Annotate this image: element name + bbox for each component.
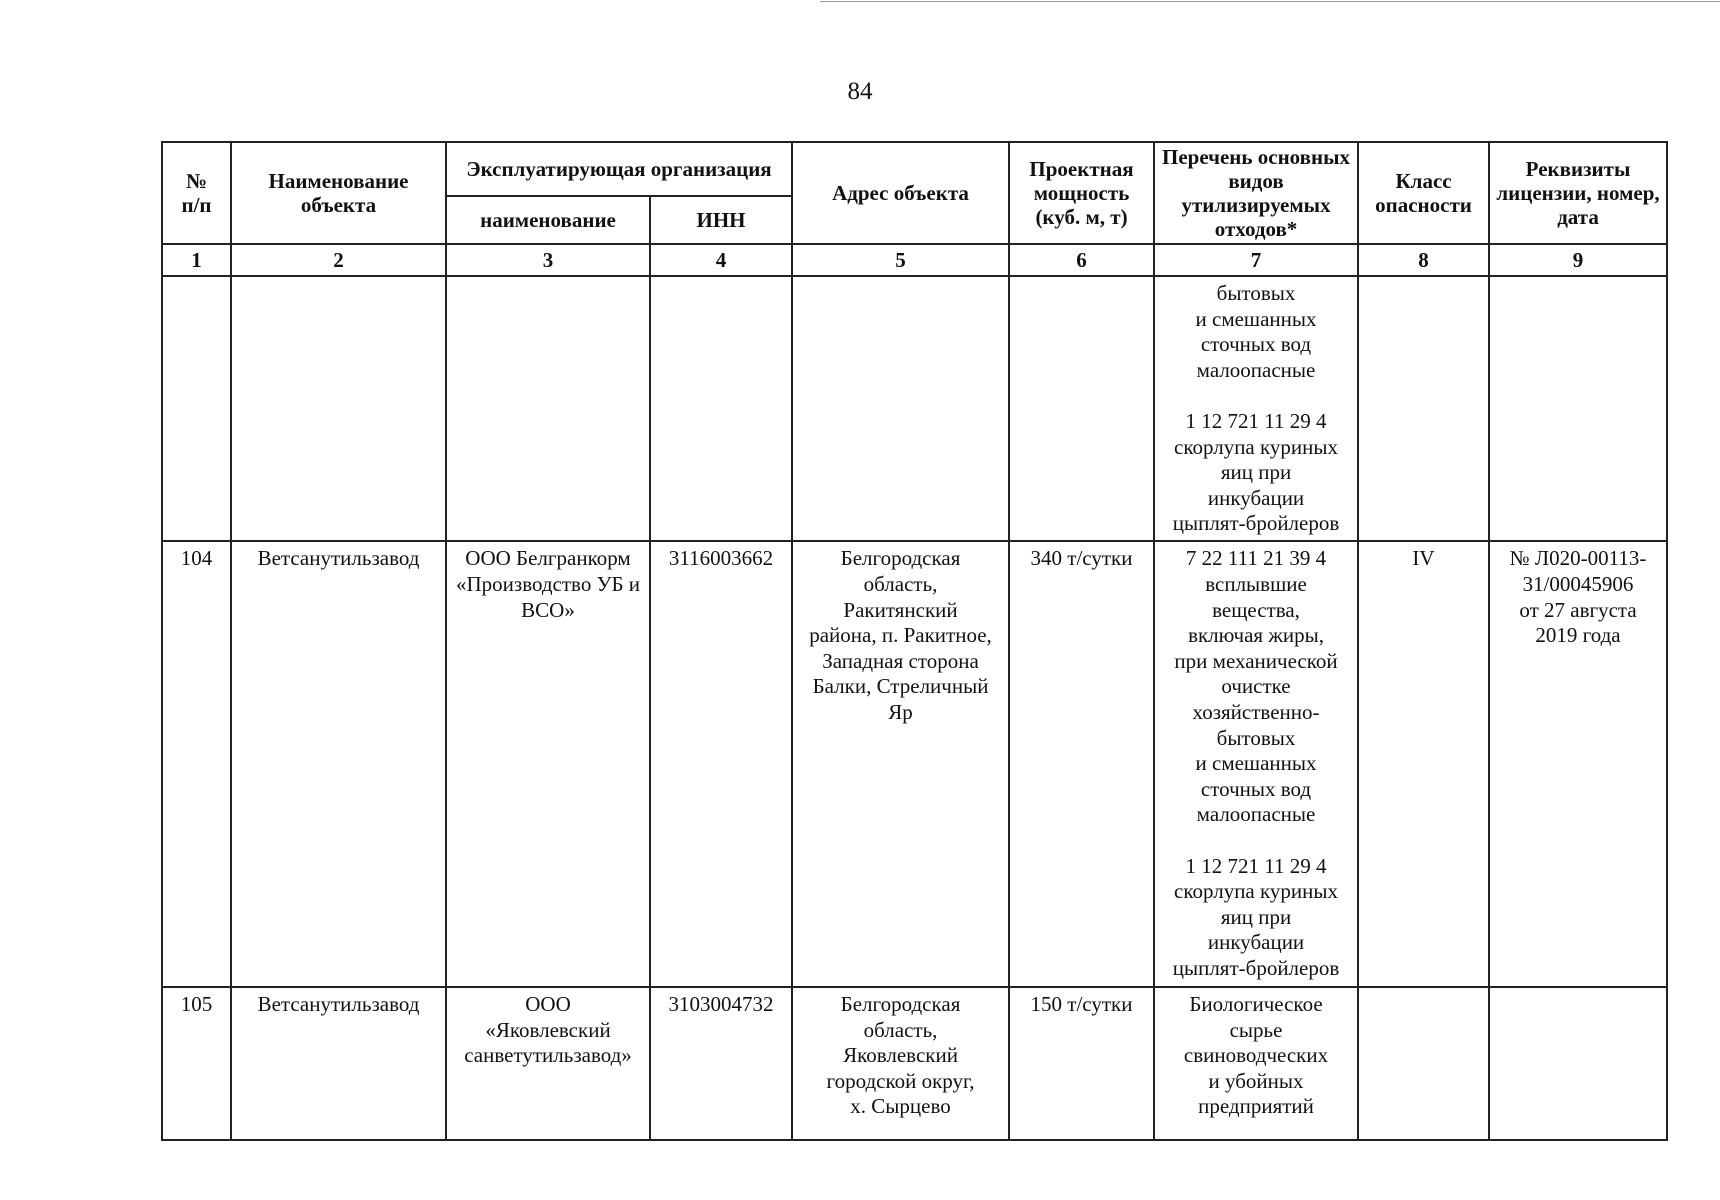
cell-number: 105 (162, 987, 231, 1140)
cell-number (162, 276, 231, 541)
column-number: 5 (792, 244, 1009, 276)
header-capacity: Проектная мощность (куб. м, т) (1009, 142, 1154, 244)
cell-capacity (1009, 276, 1154, 541)
top-rule (820, 1, 1720, 2)
column-number: 2 (231, 244, 446, 276)
header-row-top (162, 142, 1667, 196)
column-number: 3 (446, 244, 650, 276)
cell-wastes: бытовых и смешанных сточных вод малоопасные 1 12 721 11 29 4 скорлупа куриных яиц при инкубации цыплят-бройлеров (1154, 276, 1358, 541)
column-number: 1 (162, 244, 231, 276)
header-org-name: наименование (446, 196, 650, 244)
facilities-table (161, 141, 1668, 1141)
cell-org-name: ООО Белгранкорм «Производство УБ и ВСО» (446, 541, 650, 987)
header-org-inn: ИНН (650, 196, 792, 244)
column-number: 8 (1358, 244, 1489, 276)
cell-license: № Л020-00113- 31/00045906 от 27 августа 2019 года (1489, 541, 1667, 987)
cell-hazard: IV (1358, 541, 1489, 987)
header-object-name: Наименование объекта (231, 142, 446, 244)
column-number: 4 (650, 244, 792, 276)
cell-hazard (1358, 987, 1489, 1140)
header-number: № п/п (162, 142, 231, 244)
table-row (162, 276, 1667, 541)
cell-object: Ветсанутильзавод (231, 541, 446, 987)
header-license: Реквизиты лицензии, номер, дата (1489, 142, 1667, 244)
header-operating-organization: Эксплуатирующая организация (446, 142, 792, 196)
cell-org-name (446, 276, 650, 541)
cell-address: Белгородская область, Ракитянский района, п. Ракитное, Западная сторона Балки, Стреличный Яр (792, 541, 1009, 987)
cell-wastes: 7 22 111 21 39 4 всплывшие вещества, включая жиры, при механической очистке хозяйственно- бытовых и смешанных сточных вод малоопасные 1 12 721 11 29 4 скорлупа куриных яиц при инкубации цыплят-бройлеров (1154, 541, 1358, 987)
cell-object: Ветсанутильзавод (231, 987, 446, 1140)
cell-hazard (1358, 276, 1489, 541)
cell-number: 104 (162, 541, 231, 987)
cell-address (792, 276, 1009, 541)
header-waste-types: Перечень основных видов утилизируемых отходов* (1154, 142, 1358, 244)
column-number: 7 (1154, 244, 1358, 276)
cell-org-name: ООО «Яковлевский санветутильзавод» (446, 987, 650, 1140)
cell-inn: 3103004732 (650, 987, 792, 1140)
cell-wastes: Биологическое сырье свиноводческих и убойных предприятий (1154, 987, 1358, 1140)
column-number: 9 (1489, 244, 1667, 276)
column-number: 6 (1009, 244, 1154, 276)
cell-inn: 3116003662 (650, 541, 792, 987)
cell-capacity: 340 т/сутки (1009, 541, 1154, 987)
header-hazard-class: Класс опасности (1358, 142, 1489, 244)
page-number: 84 (847, 78, 873, 105)
cell-license (1489, 276, 1667, 541)
cell-capacity: 150 т/сутки (1009, 987, 1154, 1140)
cell-object (231, 276, 446, 541)
header-address: Адрес объекта (792, 142, 1009, 244)
cell-license (1489, 987, 1667, 1140)
table-row (162, 541, 1667, 987)
table-row (162, 987, 1667, 1140)
column-number-row (162, 244, 1667, 276)
cell-address: Белгородская область, Яковлевский городской округ, х. Сырцево (792, 987, 1009, 1140)
cell-inn (650, 276, 792, 541)
